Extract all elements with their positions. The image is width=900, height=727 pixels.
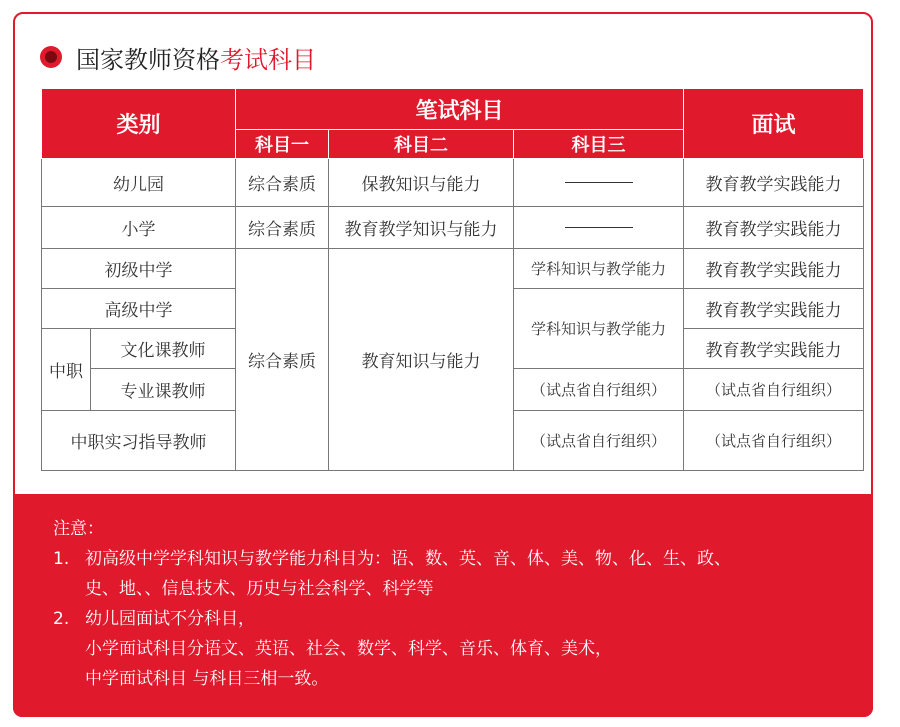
notes-panel [13,494,873,717]
subheader-subject-2: 科目二 [329,130,514,159]
note-item [53,604,833,634]
practice-interview: （试点省自行组织） [684,411,864,471]
note-number: 2. [53,609,70,629]
note-number: 1. [53,549,70,569]
category-practice-teacher: 中职实习指导教师 [42,411,236,471]
primary-subject-1: 综合素质 [236,207,329,249]
dash-line [565,227,633,228]
dash-line [565,182,633,183]
table-row [42,249,864,289]
kindergarten-interview: 教育教学实践能力 [684,159,864,207]
title-highlight: 考试科目 [220,45,316,74]
subheader-subject-1: 科目一 [236,130,329,159]
header-written: 笔试科目 [236,89,684,130]
notes-heading: 注意： [53,519,104,539]
header-interview: 面试 [684,89,864,159]
kindergarten-subject-2: 保教知识与能力 [329,159,514,207]
junior-subject-3: 学科知识与教学能力 [514,249,684,289]
table-row [42,159,864,207]
note-line: 史、地、、信息技术、历史与社会科学、科学等 [85,579,434,599]
bullet-dot-icon [40,46,62,68]
culture-interview: 教育教学实践能力 [684,329,864,369]
junior-interview: 教育教学实践能力 [684,249,864,289]
primary-interview: 教育教学实践能力 [684,207,864,249]
kindergarten-subject-3 [514,159,684,207]
note-line: 初高级中学学科知识与教学能力科目为：语、数、英、音、体、美、物、化、生、政、 [85,549,731,569]
category-senior: 高级中学 [42,289,236,329]
category-junior: 初级中学 [42,249,236,289]
title-prefix: 国家教师资格 [76,45,220,74]
professional-interview: （试点省自行组织） [684,369,864,411]
professional-subject-3: （试点省自行组织） [514,369,684,411]
category-primary: 小学 [42,207,236,249]
note-line: 中学面试科目 与科目三相一致。 [85,669,329,689]
shared-subject-2: 教育知识与能力 [329,249,514,471]
note-line: 小学面试科目分语文、英语、社会、数学、科学、音乐、体育、美术， [85,639,612,659]
kindergarten-subject-1: 综合素质 [236,159,329,207]
subheader-subject-3: 科目三 [514,130,684,159]
page-title [40,40,316,74]
category-professional-teacher: 专业课教师 [91,369,236,411]
category-culture-teacher: 文化课教师 [91,329,236,369]
senior-interview: 教育教学实践能力 [684,289,864,329]
table-row [42,207,864,249]
header-category: 类别 [42,89,236,159]
subjects-table [41,88,864,471]
category-kindergarten: 幼儿园 [42,159,236,207]
senior-vocational-subject-3: 学科知识与教学能力 [514,289,684,369]
shared-subject-1: 综合素质 [236,249,329,471]
primary-subject-3 [514,207,684,249]
note-item [53,544,833,574]
primary-subject-2: 教育教学知识与能力 [329,207,514,249]
note-line: 幼儿园面试不分科目， [85,609,255,629]
category-vocational: 中职 [42,329,91,411]
practice-subject-3: （试点省自行组织） [514,411,684,471]
